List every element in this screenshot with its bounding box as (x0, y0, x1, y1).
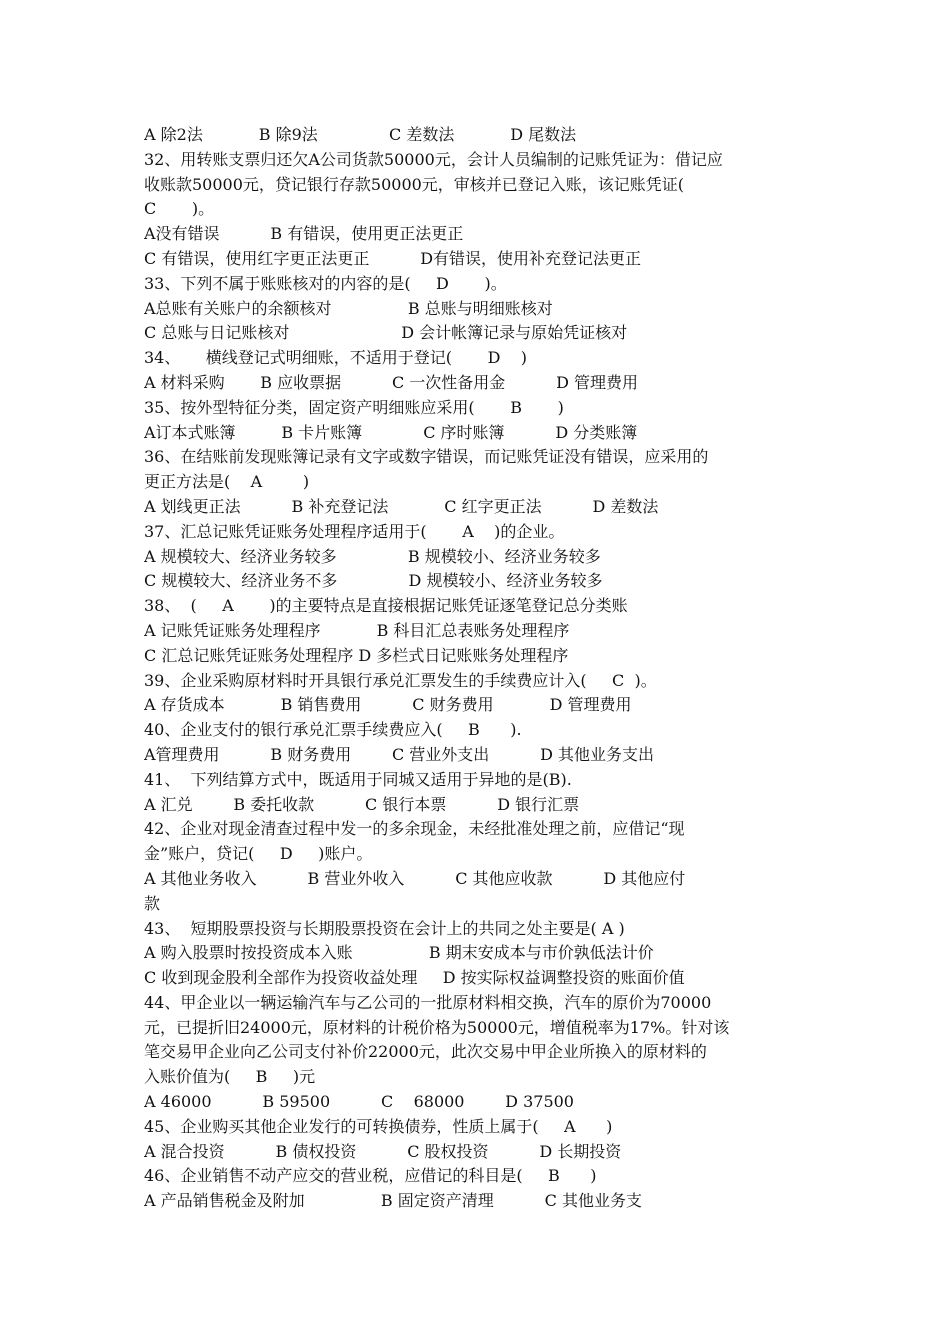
text-line: C 规模较大、经济业务不多 D 规模较小、经济业务较多 (144, 571, 603, 591)
text-line: 44、甲企业以一辆运输汽车与乙公司的一批原材料相交换，汽车的原价为70000 (144, 992, 712, 1012)
text-line: C )。 (144, 199, 215, 219)
text-line: 40、企业支付的银行承兑汇票手续费应入( B ). (144, 720, 522, 740)
text-line: A 产品销售税金及附加 B 固定资产清理 C 其他业务支 (144, 1191, 642, 1211)
text-line: 39、企业采购原材料时开具银行承兑汇票发生的手续费应计入( C )。 (144, 670, 657, 690)
text-line: A 其他业务收入 B 营业外收入 C 其他应收款 D 其他应付 (144, 868, 686, 888)
text-line: 41、 下列结算方式中，既适用于同城又适用于异地的是(B). (144, 769, 572, 789)
text-line: 笔交易甲企业向乙公司支付补价22000元，此次交易中甲企业所换入的原材料的 (144, 1042, 707, 1062)
text-line: A管理费用 B 财务费用 C 营业外支出 D 其他业务支出 (144, 744, 655, 764)
text-line: 金”账户，贷记( D )账户。 (144, 844, 373, 864)
text-line: A 存货成本 B 销售费用 C 财务费用 D 管理费用 (144, 695, 632, 715)
text-line: 34、 横线登记式明细账，不适用于登记( D ) (144, 348, 528, 368)
text-line: 33、下列不属于账账核对的内容的是( D )。 (144, 273, 507, 293)
text-line: A 除2法 B 除9法 C 差数法 D 尾数法 (144, 125, 577, 144)
text-line: C 总账与日记账核对 D 会计帐簿记录与原始凭证核对 (144, 323, 628, 343)
text-line: A订本式账簿 B 卡片账簿 C 序时账簿 D 分类账簿 (144, 422, 638, 442)
text-line: A 混合投资 B 债权投资 C 股权投资 D 长期投资 (144, 1141, 622, 1161)
text-line: A 汇兑 B 委托收款 C 银行本票 D 银行汇票 (144, 794, 580, 814)
text-line: 款 (144, 893, 161, 913)
text-line: A 规模较大、经济业务较多 B 规模较小、经济业务较多 (144, 546, 601, 566)
text-line: A没有错误 B 有错误，使用更正法更正 (144, 224, 464, 244)
text-line: 36、在结账前发现账簿记录有文字或数字错误，而记账凭证没有错误，应采用的 (144, 447, 709, 467)
text-line: 42、企业对现金清查过程中发一的多余现金，未经批准处理之前，应借记“现 (144, 819, 685, 839)
text-line: 45、企业购买其他企业发行的可转换债券，性质上属于( A ) (144, 1116, 613, 1136)
text-line: 43、 短期股票投资与长期股票投资在会计上的共同之处主要是( A ) (144, 918, 625, 938)
document-page (144, 123, 814, 1214)
text-line: A 记账凭证账务处理程序 B 科目汇总表账务处理程序 (144, 620, 570, 640)
text-line: A 划线更正法 B 补充登记法 C 红字更正法 D 差数法 (144, 496, 659, 516)
text-line: C 汇总记账凭证账务处理程序 D 多栏式日记账账务处理程序 (144, 645, 569, 665)
text-line: 32、用转账支票归还欠A公司货款50000元，会计人员编制的记账凭证为：借记应 (144, 149, 723, 169)
text-line: C 有错误，使用红字更正法更正 D有错误，使用补充登记法更正 (144, 248, 642, 268)
text-line: 入账价值为( B )元 (144, 1067, 316, 1087)
text-line: 更正方法是( A ) (144, 472, 310, 492)
text-line: A 购入股票时按投资成本入账 B 期末安成本与市价孰低法计价 (144, 943, 654, 963)
text-line: 38、 ( A )的主要特点是直接根据记账凭证逐笔登记总分类账 (144, 596, 628, 616)
text-line: 35、按外型特征分类，固定资产明细账应采用( B ) (144, 397, 564, 417)
text-line: A总账有关账户的余额核对 B 总账与明细账核对 (144, 298, 553, 318)
text-line: 46、企业销售不动产应交的营业税，应借记的科目是( B ) (144, 1166, 597, 1186)
text-line: C 收到现金股利全部作为投资收益处理 D 按实际权益调整投资的账面价值 (144, 968, 685, 988)
text-line: A 材料采购 B 应收票据 C 一次性备用金 D 管理费用 (144, 372, 639, 392)
text-line: 收账款50000元，贷记银行存款50000元，审核并已登记入账，该记账凭证( (144, 174, 685, 194)
text-line: 37、汇总记账凭证账务处理程序适用于( A )的企业。 (144, 521, 565, 541)
text-line: A 46000 B 59500 C 68000 D 37500 (144, 1092, 574, 1112)
text-line: 元，已提折旧24000元，原材料的计税价格为50000元，增值税率为17%。针对该 (144, 1017, 730, 1037)
